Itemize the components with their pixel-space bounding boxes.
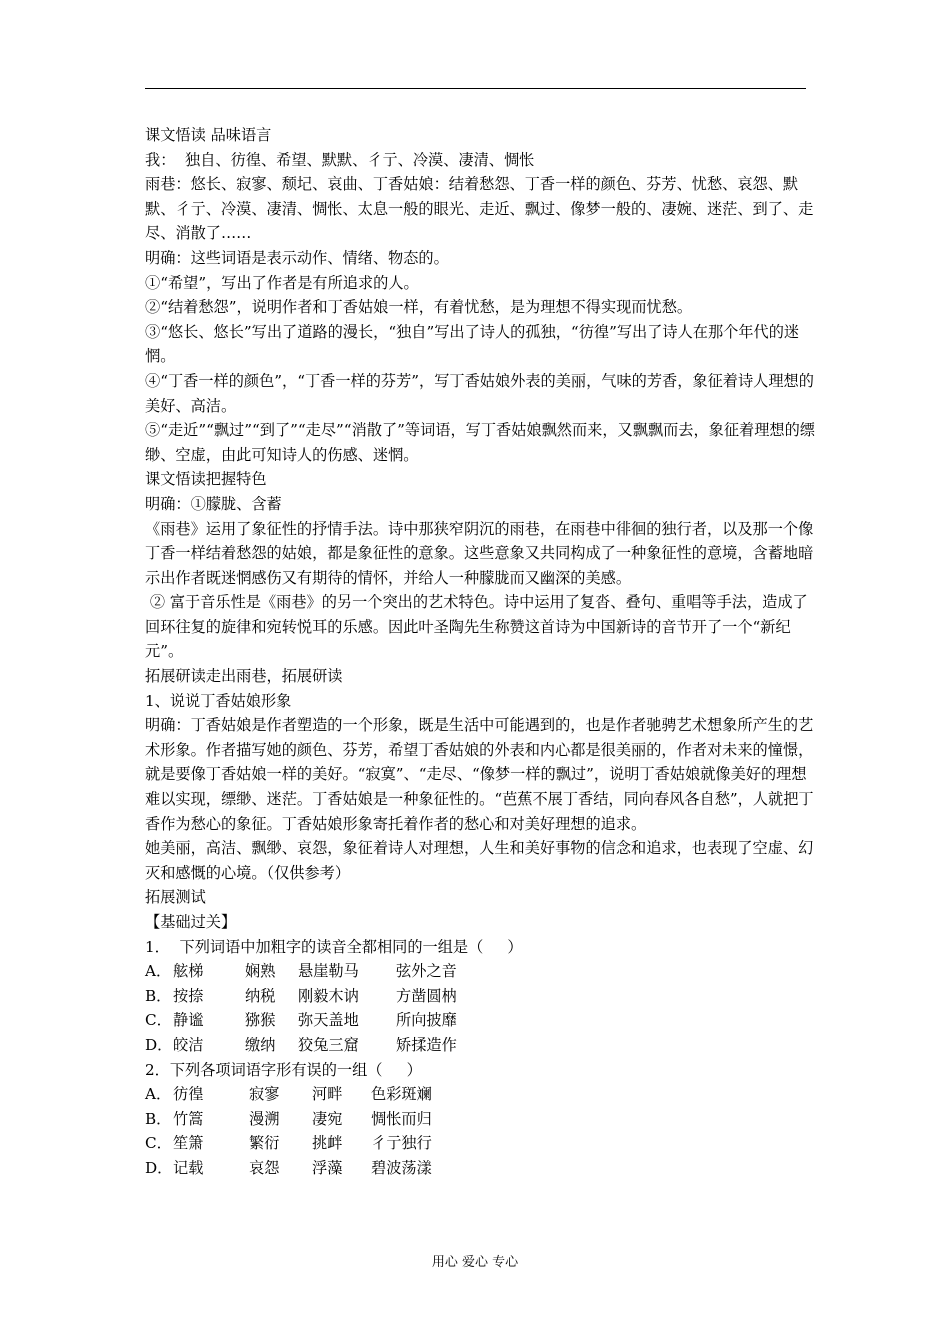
paragraph: 《雨巷》运用了象征性的抒情手法。诗中那狭窄阴沉的雨巷，在雨巷中徘徊的独行者，以及那一个像丁香一样结着愁怨的姑娘，都是象征性的意象。这些意象又共同构成了一种象征性的意境，含蓄地暗示出作者既迷惘感伤又有期待的情怀，并给人一种朦胧而又幽深的美感。 — [145, 519, 814, 587]
option-word: 哀怨 — [249, 1158, 280, 1177]
option-word: 狡兔三窟 — [298, 1035, 359, 1054]
option-label: A． — [145, 1085, 172, 1104]
option-word: 惆怅而归 — [371, 1109, 432, 1128]
option-word: 舷梯 — [173, 962, 204, 981]
option-label: C． — [145, 1134, 172, 1153]
option-word: 竹篙 — [173, 1109, 204, 1128]
option-label: B． — [145, 986, 172, 1005]
q1-options — [145, 959, 817, 1057]
option-word: 繁衍 — [249, 1134, 280, 1153]
section-heading: 拓展研读走出雨巷，拓展研读 — [145, 667, 343, 686]
option-word: 漫溯 — [249, 1109, 280, 1128]
option-row — [145, 1131, 817, 1156]
paragraph: 我： 独自、彷徨、希望、默默、彳亍、冷漠、凄清、惆怅 — [145, 150, 535, 169]
paragraph: ⑤“走近”“飘过”“到了”“走尽”“消散了”等词语，写丁香姑娘飘然而来，又飘飘而去，象征着理想的缥缈、空虚，由此可知诗人的伤感、迷惘。 — [145, 421, 815, 464]
paragraph: 她美丽，高洁、飘缈、哀怨，象征着诗人对理想，人生和美好事物的信念和追求，也表现了空虚、幻灭和感慨的心境。（仅供参考） — [145, 839, 814, 882]
option-row — [145, 1082, 817, 1107]
document-body — [145, 123, 817, 1181]
option-word: 浮藻 — [312, 1158, 343, 1177]
section-heading: 拓展测试 — [145, 888, 206, 907]
option-word: 纳税 — [245, 986, 276, 1005]
section-heading: 课文悟读 品味语言 — [145, 126, 272, 144]
option-word: 悬崖勒马 — [298, 962, 359, 981]
paragraph: ③“悠长、悠长”写出了道路的漫长，“独自”写出了诗人的孤独，“彷徨”写出了诗人在那个年代的迷惘。 — [145, 322, 800, 366]
option-word: 色彩斑斓 — [371, 1085, 432, 1104]
page-footer: 用心 爱心 专心 — [431, 1255, 519, 1270]
option-word: 皎洁 — [173, 1035, 204, 1054]
option-label: D． — [145, 1158, 173, 1177]
option-word: 河畔 — [312, 1085, 343, 1104]
option-label: A． — [145, 962, 172, 981]
option-word: 凄宛 — [312, 1109, 343, 1128]
option-word: 娴熟 — [245, 962, 276, 981]
option-row — [145, 1033, 817, 1058]
option-word: 方凿圆枘 — [396, 986, 457, 1005]
question-stem: 2．下列各项词语字形有误的一组（ ） — [145, 1060, 422, 1079]
option-word: 静谧 — [173, 1011, 204, 1030]
option-word: 矫揉造作 — [396, 1035, 457, 1054]
section-heading: 课文悟读把握特色 — [145, 470, 267, 489]
option-row — [145, 984, 817, 1009]
paragraph: 雨巷：悠长、寂寥、颓圮、哀曲、丁香姑娘：结着愁怨、丁香一样的颜色、芬芳、忧愁、哀怨、默默、彳亍、冷漠、凄清、惆怅、太息一般的眼光、走近、飘过、像梦一般的、凄婉、迷茫、到了、走尽、消散了…… — [145, 175, 814, 243]
option-row — [145, 959, 817, 984]
paragraph: 明确：这些词语是表示动作、情绪、物态的。 — [145, 248, 449, 267]
option-word: 彳亍独行 — [371, 1134, 432, 1153]
option-label: B． — [145, 1109, 172, 1128]
option-row — [145, 1107, 817, 1132]
option-word: 笙箫 — [173, 1134, 204, 1153]
option-word: 寂寥 — [249, 1085, 280, 1104]
option-word: 碧波荡漾 — [371, 1158, 432, 1177]
question-stem: 1． 下列词语中加粗字的读音全都相同的一组是（ ） — [145, 937, 523, 956]
paragraph: 明确：①朦胧、含蓄 — [145, 494, 282, 513]
option-word: 所向披靡 — [396, 1011, 457, 1030]
option-word: 彷徨 — [173, 1085, 204, 1104]
header-rule — [145, 88, 806, 89]
option-label: C． — [145, 1011, 172, 1030]
option-row — [145, 1008, 817, 1033]
option-word: 挑衅 — [312, 1134, 343, 1153]
paragraph: 1、说说丁香姑娘形象 — [145, 691, 292, 710]
option-word: 刚毅木讷 — [298, 986, 359, 1005]
option-word: 弥天盖地 — [298, 1011, 359, 1030]
q2-options — [145, 1082, 817, 1180]
option-word: 记载 — [173, 1158, 204, 1177]
option-word: 弦外之音 — [396, 962, 457, 981]
option-label: D． — [145, 1035, 173, 1054]
paragraph: ② 富于音乐性是《雨巷》的另一个突出的艺术特色。诗中运用了复沓、叠句、重唱等手法，造成了回环往复的旋律和宛转悦耳的乐感。因此叶圣陶先生称赞这首诗为中国新诗的音节开了一个“新纪元”。 — [145, 593, 808, 661]
option-word: 猕猴 — [245, 1011, 276, 1030]
paragraph: ④“丁香一样的颜色”，“丁香一样的芬芳”，写丁香姑娘外表的美丽，气味的芳香，象征着诗人理想的美好、高洁。 — [145, 371, 814, 415]
paragraph: 明确：丁香姑娘是作者塑造的一个形象，既是生活中可能遇到的，也是作者驰骋艺术想象所产生的艺术形象。作者描写她的颜色、芬芳，希望丁香姑娘的外表和内心都是很美丽的，作者对未来的憧憬，就是要像丁香姑娘一样的美好。“寂寞”、“走尽、“像梦一样的飘过”，说明丁香姑娘就像美好的理想难以实现，缥缈、迷茫。丁香姑娘是一种象征性的。“芭蕉不展丁香结，同向春风各自愁”，人就把丁香作为愁心的象征。丁香姑娘形象寄托着作者的愁心和对美好理想的追求。 — [145, 716, 814, 833]
option-word: 缴纳 — [245, 1035, 276, 1054]
option-word: 按捺 — [173, 986, 204, 1005]
paragraph: ①“希望”，写出了作者是有所追求的人。 — [145, 273, 419, 292]
option-row — [145, 1156, 817, 1181]
paragraph: ②“结着愁怨”，说明作者和丁香姑娘一样，有着忧愁，是为理想不得实现而忧愁。 — [145, 298, 693, 317]
section-heading: 【基础过关】 — [145, 913, 237, 931]
